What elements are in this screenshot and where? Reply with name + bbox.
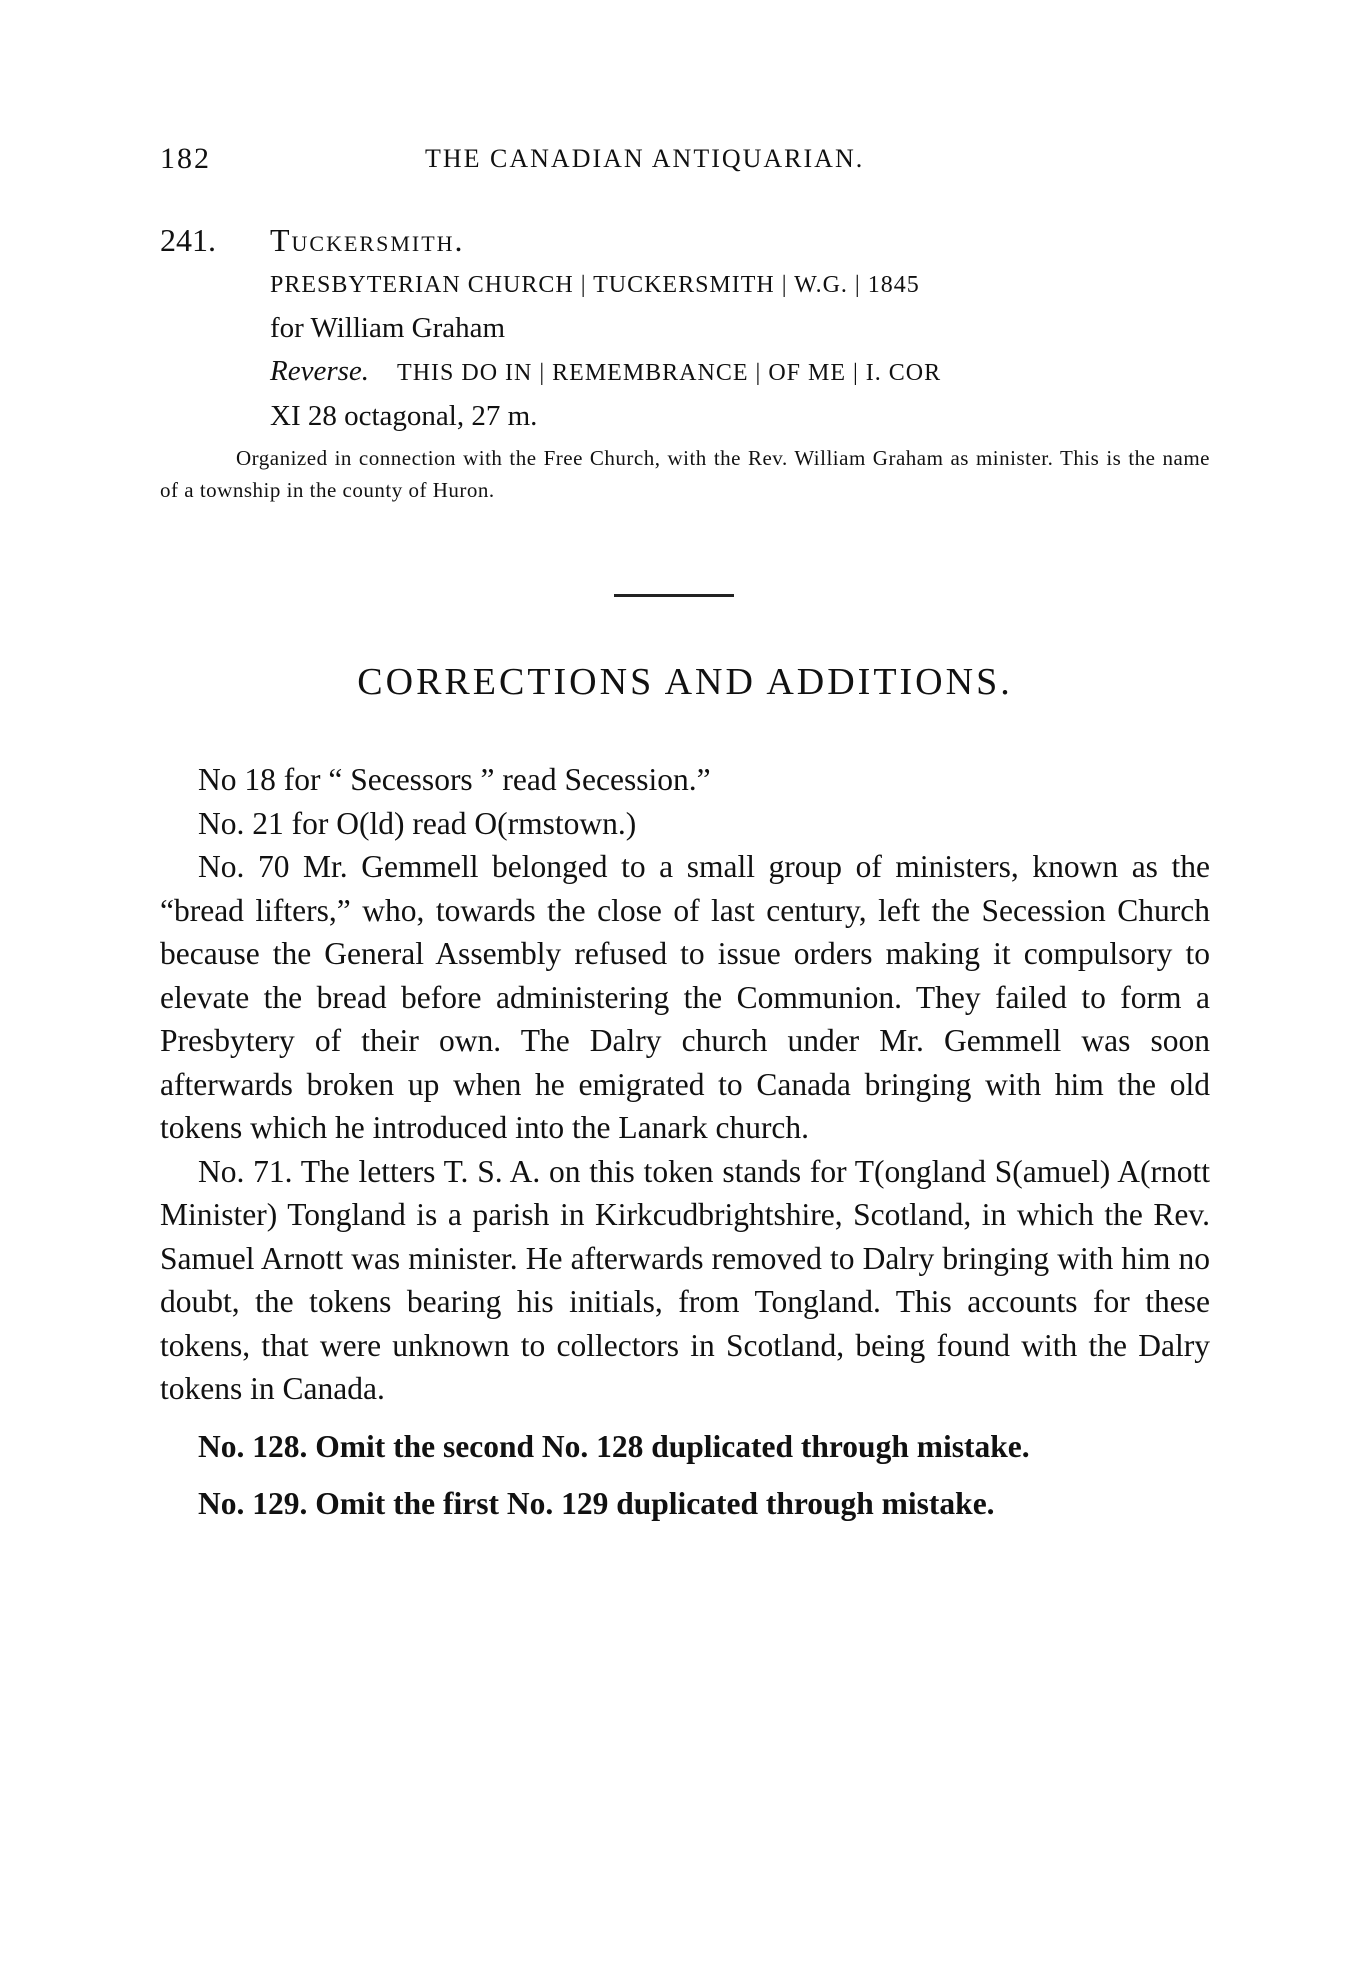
reverse-continuation: XI 28 octagonal, 27 m.: [270, 400, 538, 432]
reverse-inscription: THIS DO IN | REMEMBRANCE | OF ME | I. COR: [397, 360, 942, 386]
correction-paragraph: No. 128. Omit the second No. 128 duplicated through mistake.: [198, 1428, 1030, 1464]
corrections-list: [160, 758, 1210, 1526]
correction-paragraph: No. 71. The letters T. S. A. on this token stands for T(ongland S(amuel) A(rnott Minister) Tongland is a parish in Kirkcudbrightshire, Scotland, in which the Rev. Samuel Arnott was minister. He afterwards removed to Dalry bringing with him no doubt, the tokens bearing his initials, from Tongland. This accounts for these tokens, that were unknown to collectors in Scotland, being found with the Dalry tokens in Canada.: [160, 1153, 1210, 1406]
entry-heading: [160, 218, 1210, 262]
reverse-label: Reverse.: [270, 355, 370, 387]
correction-paragraph: No. 129. Omit the first No. 129 duplicated through mistake.: [198, 1486, 995, 1521]
correction-paragraph: No 18 for “ Secessors ” read Secession.”: [198, 762, 711, 797]
running-header: [160, 142, 1210, 182]
page-number: 182: [160, 142, 211, 175]
obverse-note: for William Graham: [270, 312, 506, 344]
entry-name: Tuckersmith.: [270, 222, 465, 258]
section-title: CORRECTIONS AND ADDITIONS.: [357, 661, 1013, 703]
obverse-inscription: PRESBYTERIAN CHURCH | TUCKERSMITH | W.G. | 1845: [270, 272, 920, 298]
running-title: THE CANADIAN ANTIQUARIAN.: [425, 144, 865, 173]
section-divider: [614, 594, 734, 597]
entry-note: Organized in connection with the Free Church, with the Rev. William Graham as minister. This is the name of a township in the county of Huron.: [160, 446, 1210, 502]
correction-paragraph: No. 21 for O(ld) read O(rmstown.): [198, 805, 637, 841]
correction-paragraph: No. 70 Mr. Gemmell belonged to a small group of ministers, known as the “bread lifters,” who, towards the close of last century, left the Secession Church because the General Assembly refused to issue orders making it compulsory to elevate the bread before administering the Communion. They failed to form a Presbytery of their own. The Dalry church under Mr. Gemmell was soon afterwards broken up when he emigrated to Canada bringing with him the old tokens which he introduced into the Lanark church.: [160, 849, 1210, 1145]
token-entry: [160, 218, 1210, 506]
entry-description: [270, 262, 1210, 438]
entry-number: 241.: [160, 222, 216, 258]
